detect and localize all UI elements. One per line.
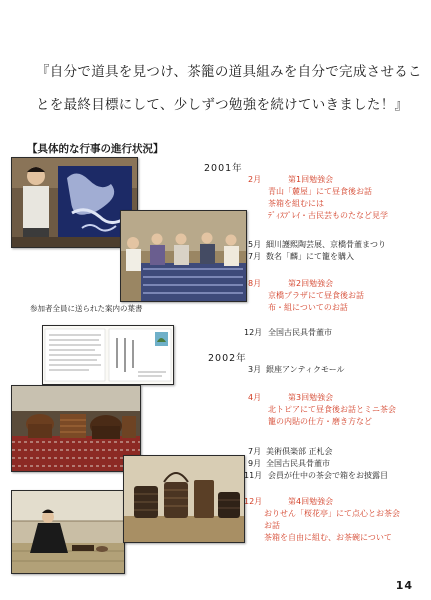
event-title: 第2回勉強会 xyxy=(288,279,334,288)
event-detail: お話 xyxy=(264,521,280,530)
event-detail: 籠の内貼の仕方・磨き方など xyxy=(268,417,372,426)
photo-caption: 参加者全員に送られた案内の葉書 xyxy=(30,304,143,313)
event-month: 9月 xyxy=(248,459,262,468)
event-month: 7月 xyxy=(248,447,262,456)
event-title: 数名「麟」にて籠を購入 xyxy=(266,252,354,261)
event-detail: 青山「麓屋」にて昼食後お話 xyxy=(268,187,372,196)
postcard-image xyxy=(42,325,174,385)
year-heading-2002: 2002年 xyxy=(208,353,247,364)
event-month: 5月 xyxy=(248,240,262,249)
event-detail: ﾃﾞｨｽﾌﾟﾚｲ・古民芸ものたなど見学 xyxy=(268,211,388,220)
event-detail: 京橋プラザにて昼食後お話 xyxy=(268,291,364,300)
intro-line-2: とを最終目標にして、少しずつ勉強を続けていきました！』 xyxy=(36,97,409,113)
event-month: 8月 xyxy=(248,279,262,288)
event-title: 会員が仕中の茶会で箱をお披露目 xyxy=(268,471,388,480)
event-month: 11月 xyxy=(244,471,263,480)
event-title: 銀座アンティクモール xyxy=(266,365,345,374)
event-month: 7月 xyxy=(248,252,262,261)
event-month: 12月 xyxy=(244,497,263,506)
event-title: 全国古民具骨董市 xyxy=(268,328,332,337)
photo-study-meeting-group xyxy=(120,210,247,302)
event-title: 細川護熙陶芸展、京橋骨董まつり xyxy=(266,240,386,249)
event-detail: 茶箱を組むには xyxy=(268,199,324,208)
intro-line-1: 『自分で道具を見つけ、茶籠の道具組みを自分で完成させるこ xyxy=(36,64,422,80)
event-month: 4月 xyxy=(248,393,262,402)
event-detail: 北トピアにて昼食後お話とミニ茶会 xyxy=(268,405,396,414)
event-month: 12月 xyxy=(244,328,263,337)
event-detail: おりせん「桜花亭」にて点心とお茶会 xyxy=(264,509,400,518)
photo-man-with-textile xyxy=(11,157,138,248)
photo-baskets-table xyxy=(11,385,141,472)
photo-tea-baskets xyxy=(123,455,245,543)
section-title: 【具体的な行事の進行状況】 xyxy=(27,143,164,155)
event-month: 3月 xyxy=(248,365,262,374)
event-title: 美術倶楽部 正札会 xyxy=(266,447,333,456)
year-heading-2001: 2001年 xyxy=(204,163,243,174)
event-title: 第4回勉強会 xyxy=(288,497,334,506)
photo-woman-tea-ceremony xyxy=(11,490,125,574)
event-title: 第3回勉強会 xyxy=(288,393,334,402)
intro-quote xyxy=(36,56,422,122)
page-number: 14 xyxy=(395,579,413,592)
event-title: 第1回勉強会 xyxy=(288,175,334,184)
event-detail: 布・組についてのお話 xyxy=(268,303,348,312)
event-title: 全国古民具骨董市 xyxy=(266,459,330,468)
event-detail: 茶箱を自由に組む、お茶碗について xyxy=(264,533,392,542)
event-month: 2月 xyxy=(248,175,262,184)
